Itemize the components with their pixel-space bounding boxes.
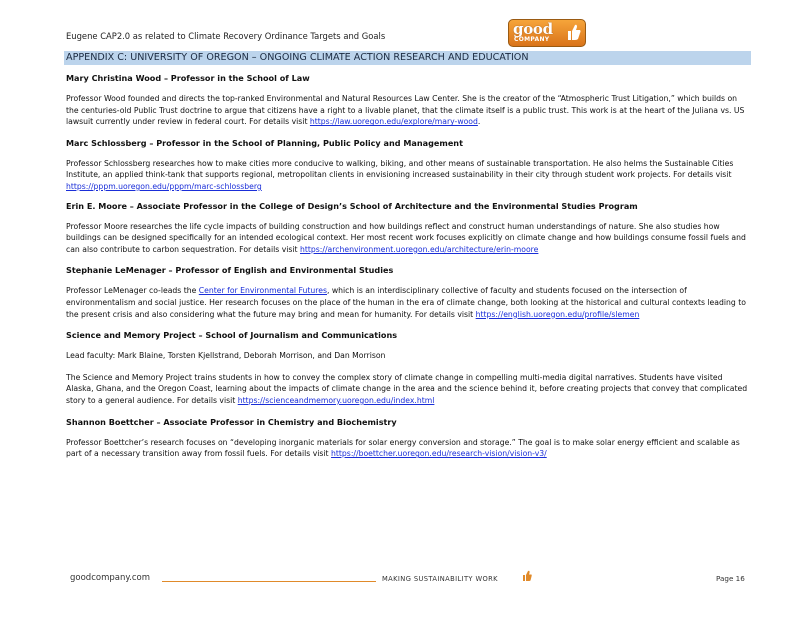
appendix-title: APPENDIX C: UNIVERSITY OF OREGON – ONGOING CLIMATE ACTION RESEARCH AND EDUCATION [66, 52, 529, 63]
section-heading-boettcher: Shannon Boettcher – Associate Professor in Chemistry and Biochemistry [66, 416, 397, 427]
section-heading-wood: Mary Christina Wood – Professor in the School of Law [66, 73, 310, 83]
details-link-wood[interactable]: https://law.uoregon.edu/explore/mary-wood [309, 117, 478, 127]
details-link-schlossberg[interactable]: https://pppm.uoregon.edu/pppm/marc-schlossberg [66, 181, 262, 191]
appendix-title-bar [64, 51, 751, 65]
footer-tagline: MAKING SUSTAINABILITY WORK [382, 575, 498, 583]
section-text-lemenager [66, 285, 751, 320]
page-number: Page 16 [716, 574, 745, 583]
paragraph-text: Professor LeMenager co-leads the [66, 286, 199, 296]
details-link-boettcher[interactable]: https://boettcher.uoregon.edu/research-vision/vision-v3/ [331, 449, 547, 459]
section-heading-moore: Erin E. Moore – Associate Professor in the College of Design’s School of Architecture and the Environmental Studies Program [66, 200, 638, 211]
logo-word: good [513, 20, 553, 38]
paragraph-text: Professor Boettcher’s research focuses on “developing inorganic materials for solar energy conversion and storage.” The goal is to make solar energy efficient and scalable as part of a necessary transition away from fossil fuels. For details visit [66, 437, 740, 459]
details-link-science-memory[interactable]: https://scienceandmemory.uoregon.edu/index.html [237, 395, 435, 405]
center-environmental-futures-link[interactable]: Center for Environmental Futures [198, 286, 327, 296]
section-text-science-memory [66, 372, 751, 407]
logo-sub: COMPANY [514, 36, 550, 43]
details-link-moore[interactable]: https://archenvironment.uoregon.edu/architecture/erin-moore [299, 244, 539, 254]
section-heading-schlossberg: Marc Schlossberg – Professor in the School of Planning, Public Policy and Management [66, 137, 463, 148]
paragraph-text: The Science and Memory Project trains students in how to convey the complex story of climate change in compelling multi-media digital narratives. Students have visited Alaska, Ghana, and the Oregon Coast, learning about the impacts of climate change in the area and the science behind it, before creating projects that convey that complicated story to a general audience. For details visit [66, 372, 748, 405]
thumbs-up-icon [565, 23, 581, 41]
section-text-moore [66, 221, 751, 256]
paragraph-text: , which is an interdisciplinary collective of faculty and students focused on the intersection of environmentalism and social justice. Her research focuses on the place of the human in the era of climate change, both looking at the historical and cultural contexts leading to the present crisis and also considering what the future may bring and mean for humanity. For details visit [66, 286, 746, 319]
paragraph-end: . [477, 117, 481, 127]
section-heading-science-memory: Science and Memory Project – School of Journalism and Communications [66, 330, 398, 341]
good-company-logo [508, 19, 586, 47]
section-text-boettcher [66, 437, 751, 460]
details-link-lemenager[interactable]: https://english.uoregon.edu/profile/slemen [475, 309, 640, 319]
thumbs-up-icon [522, 570, 532, 582]
document-header-title: Eugene CAP2.0 as related to Climate Recovery Ordinance Targets and Goals [66, 31, 386, 41]
paragraph-text: Professor Moore researches the life cycle impacts of building construction and how buildings reflect and construct human understandings of nature. She also studies how buildings can be designed specifically for an intended ecological context. Her most recent work focuses explicitly on climate change and how buildings consume fossil fuels and can also contribute to carbon sequestration. For details visit [66, 221, 746, 254]
paragraph-text: Professor Schlossberg researches how to make cities more conducive to walking, biking, and other means of sustainable transportation. He also helms the Sustainable Cities Institute, an applied think-tank that supports regional, metropolitan clients in envisioning increased sustainability in their city through student work projects. For details visit [66, 158, 734, 180]
content-body [66, 73, 751, 468]
lead-faculty-text: Lead faculty: Mark Blaine, Torsten Kjellstrand, Deborah Morrison, and Dan Morrison [66, 351, 386, 361]
section-text-wood [66, 93, 751, 128]
footer-site: goodcompany.com [70, 573, 151, 583]
section-text-schlossberg [66, 158, 751, 193]
footer-divider [162, 581, 376, 582]
section-heading-lemenager: Stephanie LeMenager – Professor of English and Environmental Studies [66, 265, 394, 276]
paragraph-text: Professor Wood founded and directs the top-ranked Environmental and Natural Resources Law Center. She is the creator of the “Atmospheric Trust Litigation,” which builds on the centuries-old Public Trust doctrine to argue that citizens have a right to a livable planet, that the climate itself is a public trust. This work is at the heart of the Juliana vs. US lawsuit currently under review in federal court. For details visit [66, 94, 745, 127]
